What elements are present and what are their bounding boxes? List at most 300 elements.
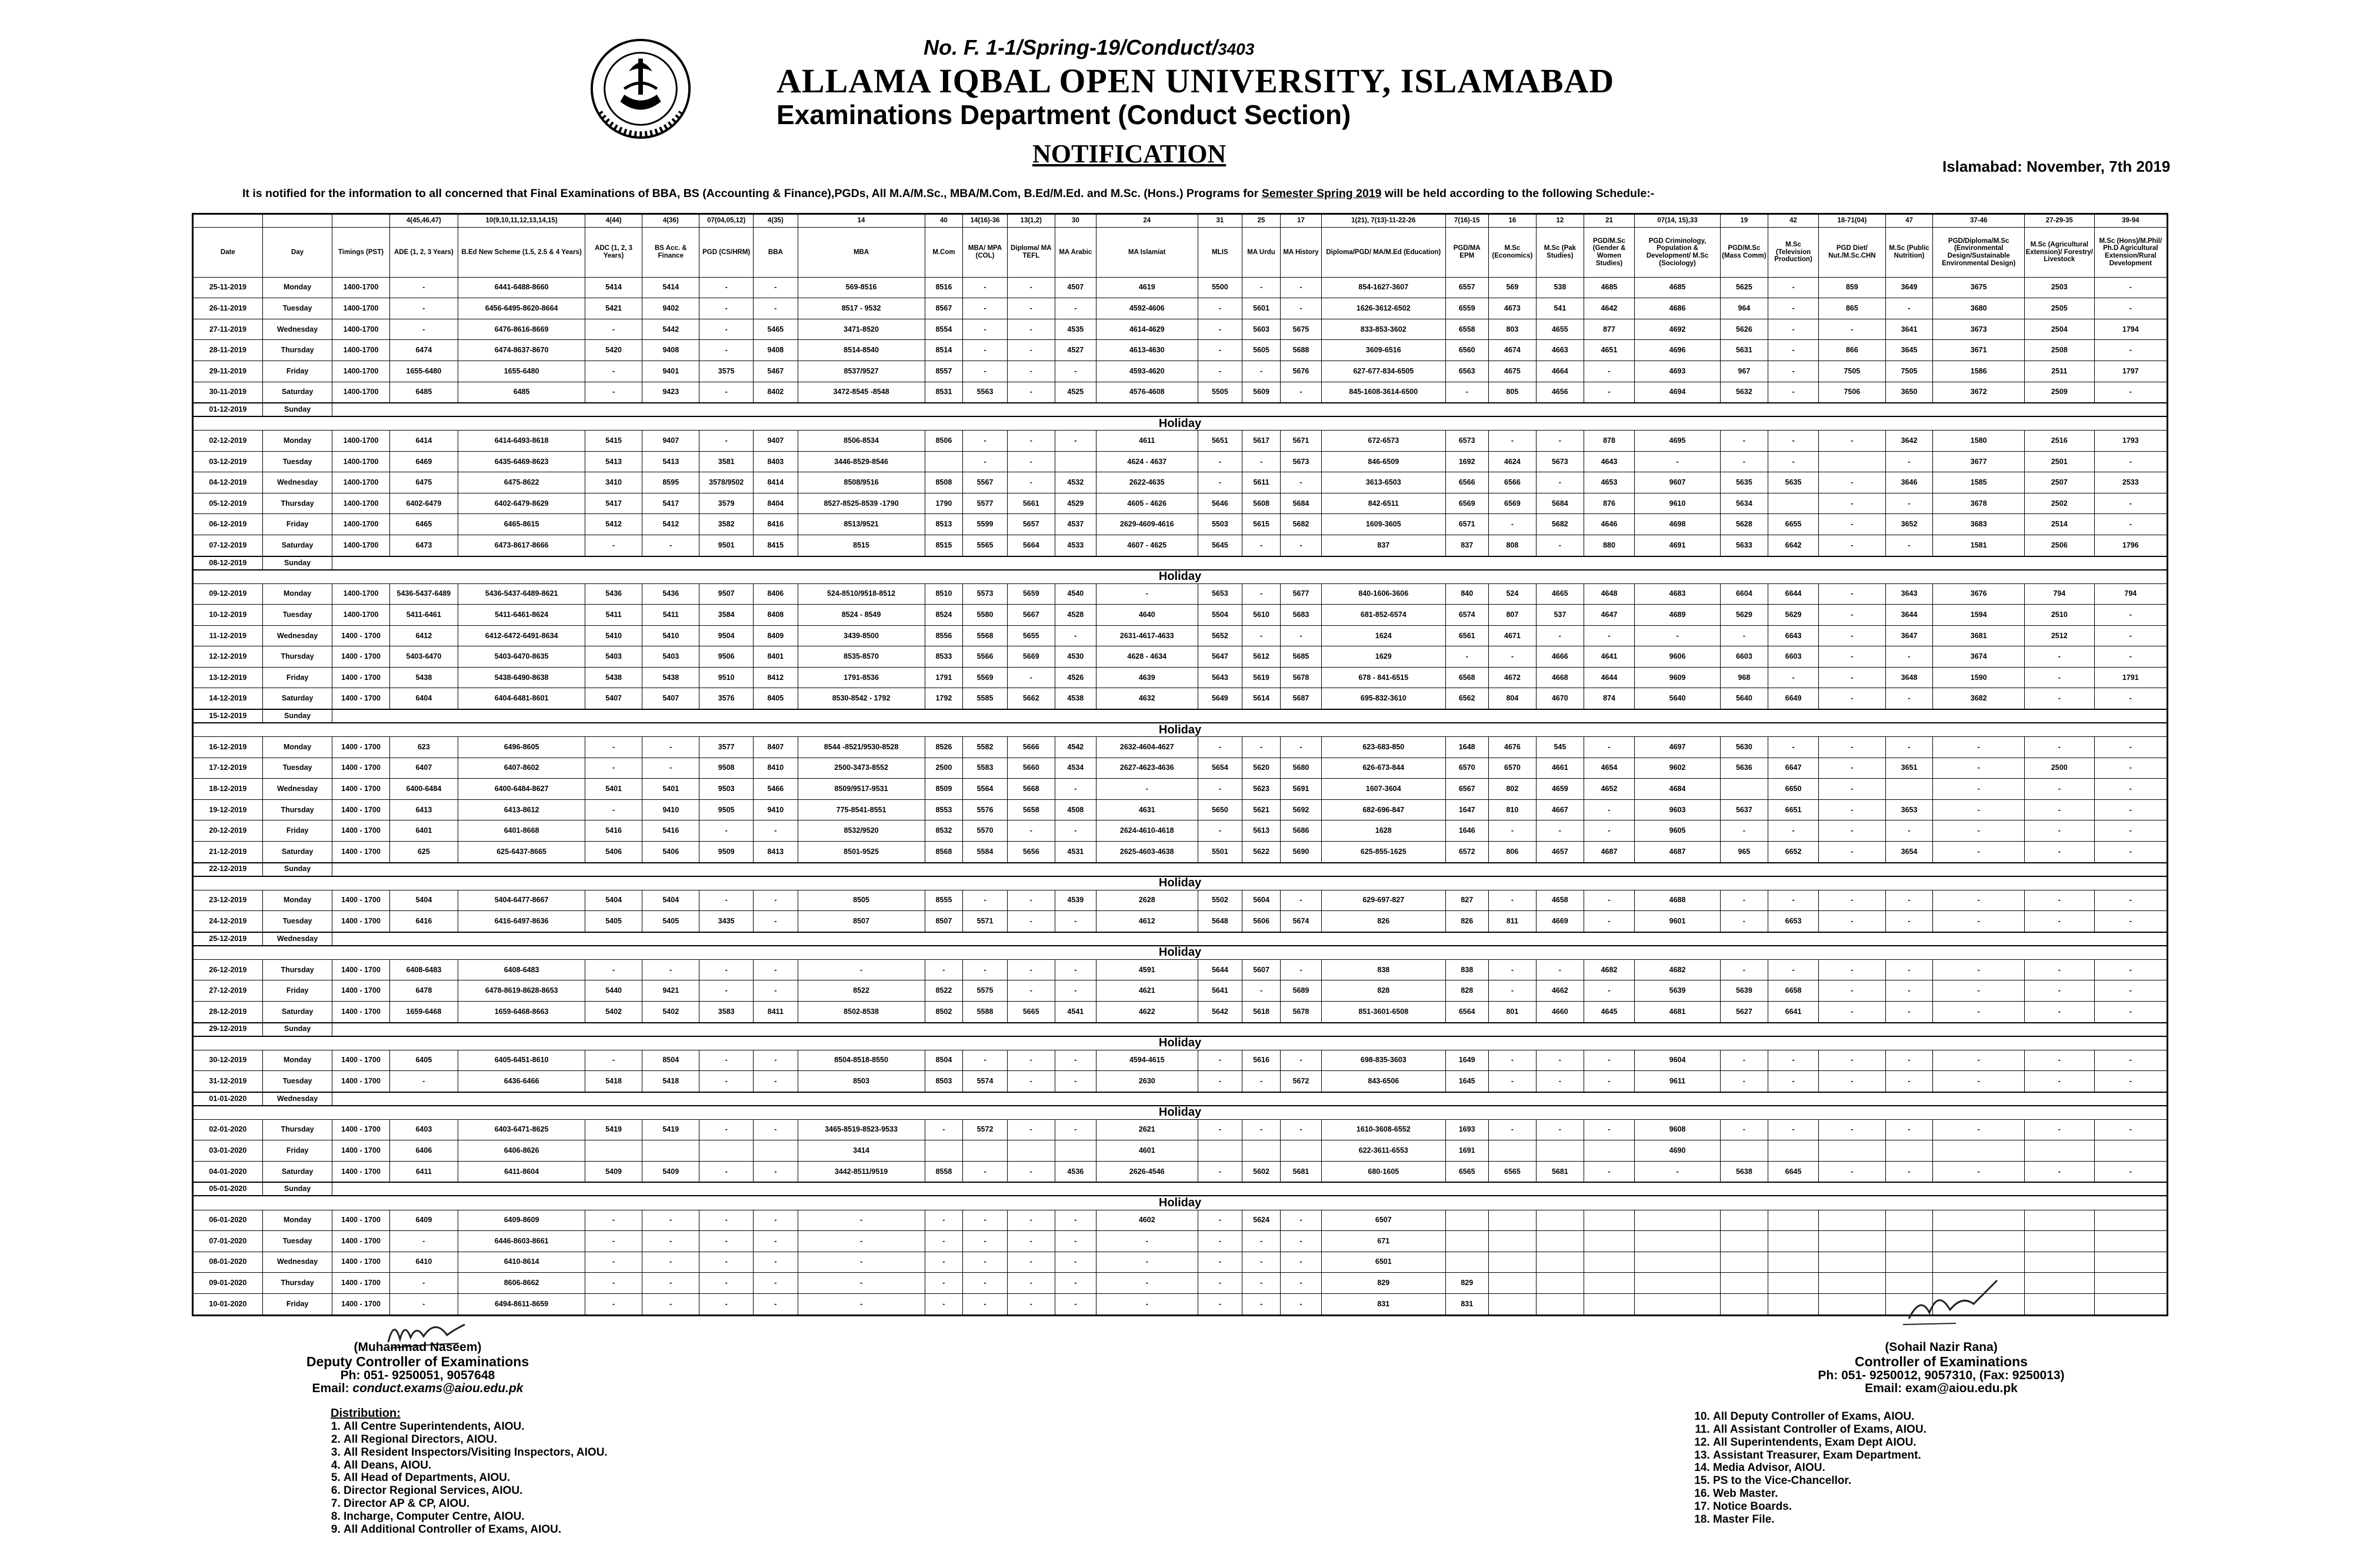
table-cell: - bbox=[1198, 1119, 1242, 1140]
sunday-row bbox=[193, 1182, 2168, 1196]
table-cell: - bbox=[699, 1252, 754, 1273]
table-cell: - bbox=[585, 1273, 642, 1294]
table-cell: 5564 bbox=[963, 779, 1008, 800]
table-cell: 25-11-2019 bbox=[193, 277, 263, 298]
table-cell: 6603 bbox=[1720, 646, 1768, 668]
distribution-item: 12. All Superintendents, Exam Dept AIOU. bbox=[1713, 1436, 1927, 1449]
table-cell: 9610 bbox=[1635, 493, 1721, 514]
table-cell: 4672 bbox=[1488, 667, 1536, 688]
distribution-item: 10. All Deputy Controller of Exams, AIOU. bbox=[1713, 1410, 1927, 1423]
table-cell: 5407 bbox=[642, 688, 699, 709]
table-cell: 8526 bbox=[925, 737, 963, 758]
table-cell: 9605 bbox=[1635, 820, 1721, 842]
table-cell: 14-12-2019 bbox=[193, 688, 263, 709]
table-cell: Friday bbox=[262, 667, 332, 688]
holiday-label: Holiday bbox=[193, 876, 2168, 890]
table-cell: 5436 bbox=[585, 583, 642, 605]
table-cell: 4624 - 4637 bbox=[1096, 451, 1198, 472]
table-cell: - bbox=[1933, 841, 2024, 862]
notification-title: NOTIFICATION bbox=[1032, 139, 1227, 168]
table-cell: 4689 bbox=[1635, 605, 1721, 626]
table-cell: 5688 bbox=[1280, 340, 1321, 361]
table-cell: 6407 bbox=[389, 758, 458, 779]
table-cell: - bbox=[1198, 1273, 1242, 1294]
table-cell: 9408 bbox=[754, 340, 798, 361]
table-cell: 4674 bbox=[1488, 340, 1536, 361]
table-cell: - bbox=[1007, 667, 1055, 688]
table-cell: - bbox=[1242, 583, 1281, 605]
table-cell: 21-12-2019 bbox=[193, 841, 263, 862]
table-cell: 3683 bbox=[1933, 514, 2024, 535]
table-cell: 8503 bbox=[925, 1071, 963, 1092]
table-cell bbox=[1536, 1273, 1584, 1294]
table-cell: 2512 bbox=[2024, 625, 2094, 646]
table-cell: 623 bbox=[389, 737, 458, 758]
table-cell: 5666 bbox=[1007, 737, 1055, 758]
table-cell: 2533 bbox=[2094, 472, 2167, 493]
table-cell: 27-12-2019 bbox=[193, 980, 263, 1002]
table-cell bbox=[2094, 1293, 2167, 1315]
table-cell: 24-12-2019 bbox=[193, 911, 263, 932]
table-cell: 1797 bbox=[2094, 361, 2167, 382]
table-cell: 8558 bbox=[925, 1161, 963, 1182]
table-cell bbox=[1635, 1252, 1721, 1273]
table-cell: 2516 bbox=[2024, 431, 2094, 452]
sunday-row bbox=[193, 709, 2168, 723]
table-cell: - bbox=[1198, 319, 1242, 340]
table-cell: 6475 bbox=[389, 472, 458, 493]
holiday-row bbox=[193, 1036, 2168, 1050]
table-cell bbox=[1720, 1252, 1768, 1273]
table-cell bbox=[1635, 1210, 1721, 1231]
table-cell: 4537 bbox=[1055, 514, 1096, 535]
table-cell: - bbox=[1720, 431, 1768, 452]
table-cell: 6446-8603-8661 bbox=[458, 1231, 585, 1252]
table-cell: - bbox=[1933, 1161, 2024, 1182]
table-cell bbox=[1768, 1252, 1818, 1273]
table-cell: 5409 bbox=[642, 1161, 699, 1182]
table-cell bbox=[1768, 1140, 1818, 1162]
table-cell bbox=[1720, 1293, 1768, 1315]
table-cell: 1655-6480 bbox=[389, 361, 458, 382]
table-cell: 5690 bbox=[1280, 841, 1321, 862]
table-row bbox=[193, 980, 2168, 1002]
table-cell: 13-12-2019 bbox=[193, 667, 263, 688]
table-cell: 964 bbox=[1720, 298, 1768, 319]
table-cell: - bbox=[1242, 625, 1281, 646]
table-cell bbox=[1720, 1231, 1768, 1252]
course-code-cell: 14(16)-36 bbox=[963, 214, 1008, 228]
table-cell: - bbox=[1768, 1050, 1818, 1071]
table-cell: 5675 bbox=[1280, 319, 1321, 340]
table-cell: 627-677-834-6505 bbox=[1322, 361, 1445, 382]
table-cell: 5655 bbox=[1007, 625, 1055, 646]
table-cell: 6414 bbox=[389, 431, 458, 452]
table-row bbox=[193, 779, 2168, 800]
table-cell: 1607-3604 bbox=[1322, 779, 1445, 800]
table-cell: 1400 - 1700 bbox=[332, 688, 389, 709]
table-cell: 6406-8626 bbox=[458, 1140, 585, 1162]
table-cell: 4684 bbox=[1635, 779, 1721, 800]
table-cell: - bbox=[1198, 1231, 1242, 1252]
table-cell: 6402-6479 bbox=[389, 493, 458, 514]
table-cell: 1400 - 1700 bbox=[332, 1210, 389, 1231]
table-cell: - bbox=[585, 1210, 642, 1231]
table-cell: Monday bbox=[262, 890, 332, 911]
column-header: Date bbox=[193, 228, 263, 278]
table-cell: - bbox=[1819, 1001, 1885, 1022]
distribution-item: 9. All Additional Controller of Exams, AIOU. bbox=[344, 1523, 608, 1536]
table-cell: Monday bbox=[262, 277, 332, 298]
table-cell: 5638 bbox=[1720, 1161, 1768, 1182]
table-cell: 8532 bbox=[925, 820, 963, 842]
table-cell bbox=[1584, 1210, 1634, 1231]
table-cell: 5577 bbox=[963, 493, 1008, 514]
table-cell: 4593-4620 bbox=[1096, 361, 1198, 382]
course-code-cell: 19 bbox=[1720, 214, 1768, 228]
table-cell: - bbox=[1536, 625, 1584, 646]
reference-number-tail: 3403 bbox=[1218, 40, 1255, 58]
sunday-day: Sunday bbox=[262, 556, 332, 570]
table-row bbox=[193, 646, 2168, 668]
table-cell: 1585 bbox=[1933, 472, 2024, 493]
table-cell: 3472-8545 -8548 bbox=[798, 382, 925, 403]
distribution-heading: Distribution: bbox=[331, 1407, 401, 1420]
table-cell: - bbox=[1584, 1161, 1634, 1182]
table-cell: 4508 bbox=[1055, 799, 1096, 820]
table-cell bbox=[1768, 1231, 1818, 1252]
table-cell: - bbox=[585, 758, 642, 779]
table-cell: 1610-3608-6552 bbox=[1322, 1119, 1445, 1140]
table-cell: - bbox=[1055, 1273, 1096, 1294]
table-cell: 5615 bbox=[1242, 514, 1281, 535]
controller-email: Email: exam@aiou.edu.pk bbox=[1865, 1382, 2018, 1396]
table-cell: 5613 bbox=[1242, 820, 1281, 842]
course-code-cell: 31 bbox=[1198, 214, 1242, 228]
column-header: MA History bbox=[1280, 228, 1321, 278]
table-cell: - bbox=[2024, 667, 2094, 688]
table-cell: 4624 bbox=[1488, 451, 1536, 472]
table-cell: 2628 bbox=[1096, 890, 1198, 911]
table-cell: 3644 bbox=[1885, 605, 1933, 626]
table-cell: 5640 bbox=[1635, 688, 1721, 709]
table-cell bbox=[1885, 1252, 1933, 1273]
column-header: B.Ed New Scheme (1.5, 2.5 & 4 Years) bbox=[458, 228, 585, 278]
table-cell: - bbox=[1198, 1210, 1242, 1231]
table-cell: 622-3611-6553 bbox=[1322, 1140, 1445, 1162]
table-row bbox=[193, 1001, 2168, 1022]
table-cell: 5611 bbox=[1242, 472, 1281, 493]
table-cell: 4645 bbox=[1584, 1001, 1634, 1022]
table-cell: - bbox=[2024, 799, 2094, 820]
table-cell: 8508 bbox=[925, 472, 963, 493]
table-cell: - bbox=[1488, 959, 1536, 980]
table-cell: - bbox=[1885, 1001, 1933, 1022]
table-cell: 5684 bbox=[1280, 493, 1321, 514]
table-cell: 2506 bbox=[2024, 535, 2094, 556]
table-cell: 3681 bbox=[1933, 625, 2024, 646]
table-cell: - bbox=[1885, 737, 1933, 758]
table-cell: 8504 bbox=[642, 1050, 699, 1071]
table-cell: 775-8541-8551 bbox=[798, 799, 925, 820]
table-row bbox=[193, 382, 2168, 403]
table-cell: 5405 bbox=[585, 911, 642, 932]
table-cell: 6560 bbox=[1445, 340, 1488, 361]
table-cell: 1400 - 1700 bbox=[332, 758, 389, 779]
table-cell: 828 bbox=[1445, 980, 1488, 1002]
table-cell: 5665 bbox=[1007, 1001, 1055, 1022]
table-cell: - bbox=[2024, 1161, 2094, 1182]
table-cell: 5406 bbox=[585, 841, 642, 862]
table-cell: 27-11-2019 bbox=[193, 319, 263, 340]
table-cell: 6416 bbox=[389, 911, 458, 932]
course-code-cell bbox=[262, 214, 332, 228]
deputy-controller-email[interactable]: conduct.exams@aiou.edu.pk bbox=[352, 1382, 524, 1396]
table-cell: - bbox=[963, 890, 1008, 911]
table-cell: - bbox=[1584, 1050, 1634, 1071]
table-cell: - bbox=[1584, 980, 1634, 1002]
table-cell: 4613-4630 bbox=[1096, 340, 1198, 361]
sunday-blank bbox=[332, 863, 2168, 876]
table-cell: 4693 bbox=[1635, 361, 1721, 382]
table-cell: 6571 bbox=[1445, 514, 1488, 535]
table-cell bbox=[2094, 1273, 2167, 1294]
table-row bbox=[193, 1273, 2168, 1294]
table-cell: 4658 bbox=[1536, 890, 1584, 911]
table-cell: 623-683-850 bbox=[1322, 737, 1445, 758]
table-cell: 831 bbox=[1445, 1293, 1488, 1315]
table-row bbox=[193, 841, 2168, 862]
table-cell bbox=[2024, 1140, 2094, 1162]
sunday-date: 22-12-2019 bbox=[193, 863, 263, 876]
table-cell: - bbox=[1768, 667, 1818, 688]
column-header: M.Sc (Economics) bbox=[1488, 228, 1536, 278]
table-cell: - bbox=[2024, 737, 2094, 758]
table-cell: 3654 bbox=[1885, 841, 1933, 862]
table-cell bbox=[1819, 1273, 1885, 1294]
table-cell: - bbox=[699, 890, 754, 911]
table-cell: - bbox=[1007, 980, 1055, 1002]
table-cell: 8506-8534 bbox=[798, 431, 925, 452]
table-cell: - bbox=[1055, 911, 1096, 932]
table-cell: 4670 bbox=[1536, 688, 1584, 709]
column-header: Day bbox=[262, 228, 332, 278]
table-cell: 4685 bbox=[1584, 277, 1634, 298]
table-cell: 1400 - 1700 bbox=[332, 841, 389, 862]
table-cell: 1400 - 1700 bbox=[332, 1119, 389, 1140]
table-cell: - bbox=[963, 319, 1008, 340]
table-cell: 6409-8609 bbox=[458, 1210, 585, 1231]
table-cell: - bbox=[1055, 1071, 1096, 1092]
column-header: BBA bbox=[754, 228, 798, 278]
table-cell: 9407 bbox=[642, 431, 699, 452]
table-cell: 4661 bbox=[1536, 758, 1584, 779]
table-cell: - bbox=[1007, 1293, 1055, 1315]
column-header: M.Sc (Pak Studies) bbox=[1536, 228, 1584, 278]
table-cell: 806 bbox=[1488, 841, 1536, 862]
table-cell: 8408 bbox=[754, 605, 798, 626]
table-cell: 9603 bbox=[1635, 799, 1721, 820]
table-cell bbox=[1488, 1293, 1536, 1315]
table-cell: 965 bbox=[1720, 841, 1768, 862]
table-cell: 6557 bbox=[1445, 277, 1488, 298]
table-cell: - bbox=[963, 1161, 1008, 1182]
table-cell: - bbox=[798, 1293, 925, 1315]
table-cell: - bbox=[1768, 340, 1818, 361]
table-cell: - bbox=[754, 1050, 798, 1071]
table-cell: 4692 bbox=[1635, 319, 1721, 340]
table-cell: 5607 bbox=[1242, 959, 1281, 980]
table-cell: 6649 bbox=[1768, 688, 1818, 709]
table-cell: 10-12-2019 bbox=[193, 605, 263, 626]
table-cell: 3649 bbox=[1885, 277, 1933, 298]
table-cell: 4631 bbox=[1096, 799, 1198, 820]
table-cell: Saturday bbox=[262, 382, 332, 403]
table-cell: - bbox=[1096, 1252, 1198, 1273]
course-code-cell: 07(04,05,12) bbox=[699, 214, 754, 228]
sunday-day: Sunday bbox=[262, 403, 332, 416]
table-cell: 6474 bbox=[389, 340, 458, 361]
table-row bbox=[193, 1252, 2168, 1273]
table-cell: - bbox=[1819, 980, 1885, 1002]
table-cell bbox=[925, 451, 963, 472]
table-cell bbox=[2024, 1210, 2094, 1231]
table-cell bbox=[1720, 1273, 1768, 1294]
table-cell: 5617 bbox=[1242, 431, 1281, 452]
table-cell: 1796 bbox=[2094, 535, 2167, 556]
table-cell: - bbox=[1819, 535, 1885, 556]
table-cell: 5637 bbox=[1720, 799, 1768, 820]
table-cell: 4667 bbox=[1536, 799, 1584, 820]
table-cell: 4628 - 4634 bbox=[1096, 646, 1198, 668]
table-cell: 801 bbox=[1488, 1001, 1536, 1022]
table-cell: 1794 bbox=[2094, 319, 2167, 340]
table-row bbox=[193, 667, 2168, 688]
table-cell: 5582 bbox=[963, 737, 1008, 758]
table-cell: 5692 bbox=[1280, 799, 1321, 820]
table-cell: 524 bbox=[1488, 583, 1536, 605]
table-cell: 5405 bbox=[642, 911, 699, 932]
table-cell: 837 bbox=[1445, 535, 1488, 556]
table-row bbox=[193, 493, 2168, 514]
table-cell: - bbox=[1488, 1071, 1536, 1092]
table-cell: 1400 - 1700 bbox=[332, 1140, 389, 1162]
table-cell: 8533 bbox=[925, 646, 963, 668]
table-cell: - bbox=[585, 535, 642, 556]
table-cell: 838 bbox=[1322, 959, 1445, 980]
table-cell: 672-6573 bbox=[1322, 431, 1445, 452]
table-cell: 625-855-1625 bbox=[1322, 841, 1445, 862]
table-cell: 5401 bbox=[585, 779, 642, 800]
table-cell: 5417 bbox=[585, 493, 642, 514]
column-header: Timings (PST) bbox=[332, 228, 389, 278]
table-cell: Wednesday bbox=[262, 319, 332, 340]
table-cell: 629-697-827 bbox=[1322, 890, 1445, 911]
table-cell: 5417 bbox=[642, 493, 699, 514]
table-cell: - bbox=[1720, 959, 1768, 980]
table-cell: 2511 bbox=[2024, 361, 2094, 382]
table-cell: 8514 bbox=[925, 340, 963, 361]
table-cell: 681-852-6574 bbox=[1322, 605, 1445, 626]
table-cell: - bbox=[1819, 583, 1885, 605]
course-code-cell: 40 bbox=[925, 214, 963, 228]
table-cell bbox=[2024, 1231, 2094, 1252]
table-cell: 8415 bbox=[754, 535, 798, 556]
table-cell: - bbox=[2094, 1050, 2167, 1071]
table-cell: - bbox=[585, 1293, 642, 1315]
column-header: PGD/MA EPM bbox=[1445, 228, 1488, 278]
table-cell: 794 bbox=[2024, 583, 2094, 605]
table-cell: 6413-8612 bbox=[458, 799, 585, 820]
table-cell bbox=[1055, 1140, 1096, 1162]
table-cell: 8555 bbox=[925, 890, 963, 911]
table-cell: 6400-6484 bbox=[389, 779, 458, 800]
table-cell: - bbox=[1768, 277, 1818, 298]
table-cell: 5672 bbox=[1280, 1071, 1321, 1092]
table-cell: 4605 - 4626 bbox=[1096, 493, 1198, 514]
table-cell: 02-01-2020 bbox=[193, 1119, 263, 1140]
table-cell: 4648 bbox=[1584, 583, 1634, 605]
table-cell: - bbox=[1096, 1293, 1198, 1315]
table-cell: 804 bbox=[1488, 688, 1536, 709]
table-cell bbox=[1635, 1231, 1721, 1252]
table-cell: - bbox=[925, 1119, 963, 1140]
place-date: Islamabad: November, 7th 2019 bbox=[1942, 158, 2171, 175]
exam-schedule-table bbox=[192, 213, 2168, 1316]
table-cell: 4653 bbox=[1584, 472, 1634, 493]
table-cell: 1400 - 1700 bbox=[332, 980, 389, 1002]
course-code-cell: 21 bbox=[1584, 214, 1634, 228]
table-cell: Wednesday bbox=[262, 472, 332, 493]
table-cell: 08-01-2020 bbox=[193, 1252, 263, 1273]
table-cell: 8513 bbox=[925, 514, 963, 535]
table-cell bbox=[1198, 1140, 1242, 1162]
table-cell: 03-01-2020 bbox=[193, 1140, 263, 1162]
table-cell: - bbox=[1242, 451, 1281, 472]
table-cell: - bbox=[963, 1231, 1008, 1252]
table-cell: - bbox=[2094, 646, 2167, 668]
table-cell: 6658 bbox=[1768, 980, 1818, 1002]
table-cell: - bbox=[2094, 277, 2167, 298]
table-cell: 5416 bbox=[642, 820, 699, 842]
table-cell: - bbox=[2094, 779, 2167, 800]
table-cell: 2507 bbox=[2024, 472, 2094, 493]
table-cell: 5403-6470-8635 bbox=[458, 646, 585, 668]
table-cell: 9501 bbox=[699, 535, 754, 556]
table-cell bbox=[2094, 1231, 2167, 1252]
table-cell bbox=[1280, 1140, 1321, 1162]
table-cell: 8508/9516 bbox=[798, 472, 925, 493]
holiday-label: Holiday bbox=[193, 570, 2168, 584]
table-cell: - bbox=[2094, 758, 2167, 779]
table-cell: - bbox=[1536, 1050, 1584, 1071]
course-code-cell: 13(1,2) bbox=[1007, 214, 1055, 228]
table-cell: - bbox=[1096, 779, 1198, 800]
table-cell: 2627-4623-4636 bbox=[1096, 758, 1198, 779]
table-cell: 4656 bbox=[1536, 382, 1584, 403]
table-cell: 811 bbox=[1488, 911, 1536, 932]
table-cell: - bbox=[699, 1231, 754, 1252]
table-cell: 6653 bbox=[1768, 911, 1818, 932]
column-header-row bbox=[193, 228, 2168, 278]
table-cell: - bbox=[1885, 1050, 1933, 1071]
table-cell: - bbox=[963, 298, 1008, 319]
table-cell: 8514-8540 bbox=[798, 340, 925, 361]
table-cell: 3672 bbox=[1933, 382, 2024, 403]
table-cell: 6401-8668 bbox=[458, 820, 585, 842]
table-cell: 4643 bbox=[1584, 451, 1634, 472]
column-header: PGD/M.Sc (Mass Comm) bbox=[1720, 228, 1768, 278]
